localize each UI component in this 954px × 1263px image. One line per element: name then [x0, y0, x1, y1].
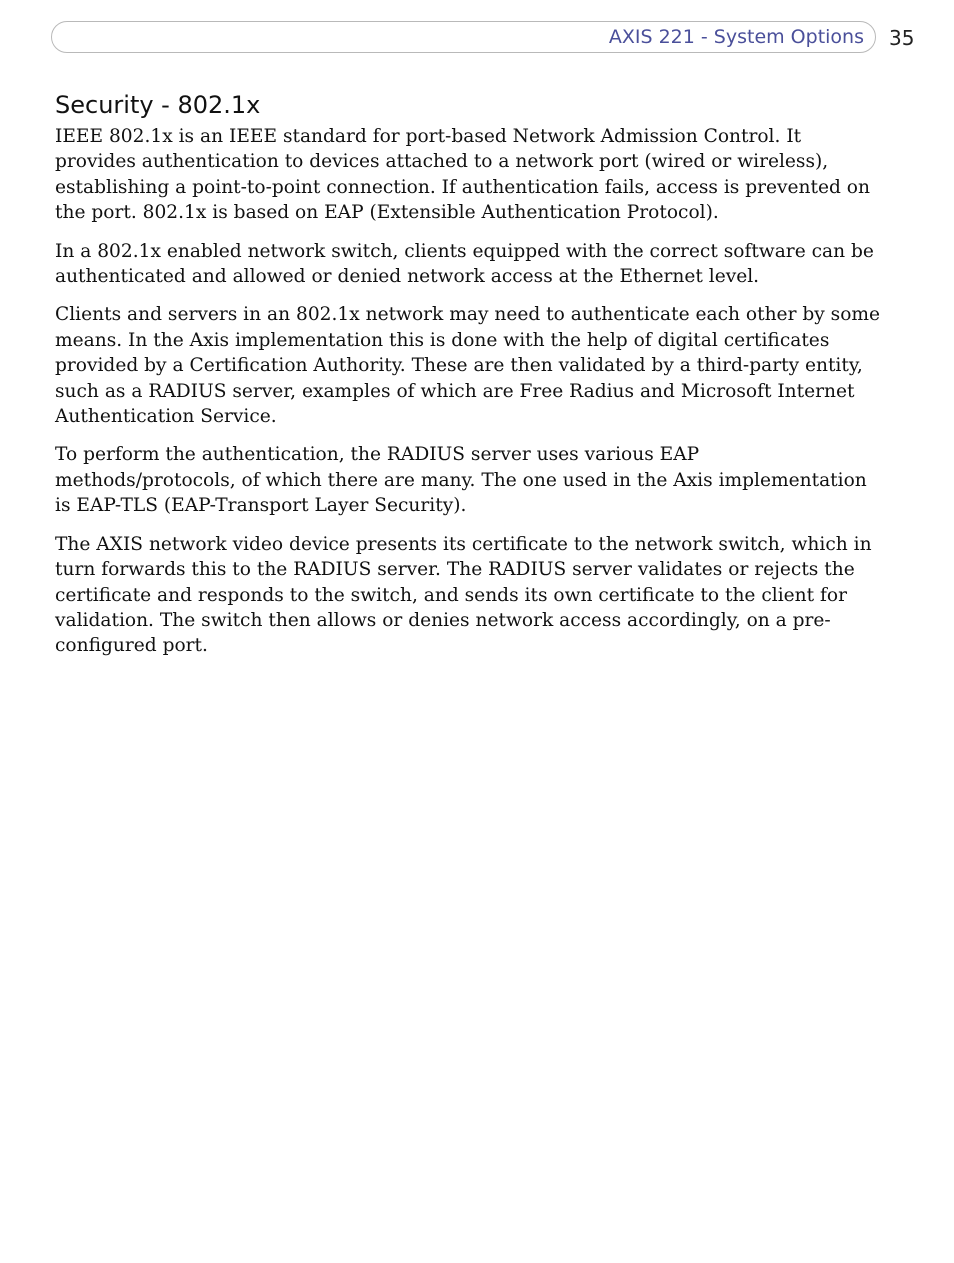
- page-number: 35: [889, 26, 915, 50]
- paragraph-2: In a 802.1x enabled network switch, clients equipped with the correct software can be authenticated and allowed or denied network access at the Ethernet level.: [55, 240, 874, 288]
- paragraph-5: The AXIS network video device presents its certificate to the network switch, which in turn forwards this to the RADIUS server. The RADIUS server validates or rejects the certificate and responds to the switch, and sends its own certificate to the client for validation. The switch then allows or denies network access accordingly, on a pre-configured port.: [55, 533, 872, 657]
- header-title: AXIS 221 - System Options: [608, 26, 864, 48]
- body-text: [55, 124, 885, 672]
- paragraph-4: To perform the authentication, the RADIUS server uses various EAP methods/protocols, of which there are many. The one used in the Axis implementation is EAP-TLS (EAP-Transport Layer Security).: [55, 444, 867, 517]
- paragraph-3: Clients and servers in an 802.1x network may need to authenticate each other by some means. In the Axis implementation this is done with the help of digital certificates provided by a Certification Authority. These are then validated by a third-party entity, such as a RADIUS server, examples of which are Free Radius and Microsoft Internet Authentication Service.: [55, 304, 881, 428]
- paragraph-1: IEEE 802.1x is an IEEE standard for port-based Network Admission Control. It provides authentication to devices attached to a network port (wired or wireless), establishing a point-to-point connection. If authentication fails, access is prevented on the port. 802.1x is based on EAP (Extensible Authentication Protocol).: [55, 126, 870, 224]
- section-title: Security - 802.1x: [55, 91, 261, 119]
